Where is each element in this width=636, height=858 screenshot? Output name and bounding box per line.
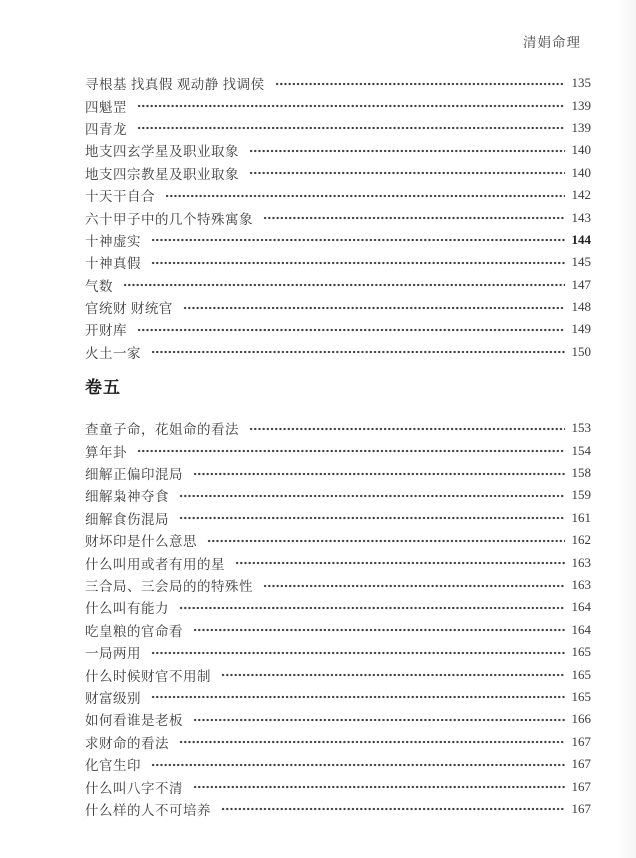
toc-entry-title: 十神虚实: [85, 233, 141, 249]
toc-entry-title: 一局两用: [85, 646, 141, 662]
toc-leader-dots: [183, 305, 565, 311]
toc-entry: [85, 798, 591, 820]
toc-entry: [85, 72, 591, 94]
toc-entry: [85, 619, 591, 641]
toc-leader-dots: [263, 215, 565, 221]
toc-leader-dots: [137, 327, 565, 333]
toc-leader-dots: [263, 583, 565, 589]
toc-entry-title: 什么样的人不可培养: [85, 802, 211, 818]
toc-leader-dots: [165, 193, 565, 199]
toc-entry-page: 139: [571, 119, 591, 135]
toc-entry: [85, 139, 591, 161]
toc-entry-page: 150: [571, 343, 591, 359]
page-edge-shadow: [616, 0, 636, 858]
toc-entry-page: 154: [571, 442, 591, 458]
toc-entry-page: 140: [571, 142, 591, 158]
toc-entry-page: 148: [571, 299, 591, 315]
toc-leader-dots: [151, 349, 565, 355]
section-heading: 卷五: [85, 378, 121, 398]
toc-leader-dots: [221, 806, 565, 812]
toc-leader-dots: [151, 650, 565, 656]
toc-entry: [85, 753, 591, 775]
toc-entry-title: 寻根基 找真假 观动静 找调侯: [85, 77, 265, 93]
toc-leader-dots: [193, 717, 565, 723]
toc-entry-page: 135: [571, 75, 591, 91]
toc-entry-page: 163: [571, 577, 591, 592]
toc-leader-dots: [179, 739, 565, 745]
toc-entry-page: 166: [571, 711, 591, 727]
toc-entry-page: 164: [571, 621, 591, 637]
toc-entry: [85, 117, 591, 139]
toc-entry-page: 147: [571, 276, 591, 292]
toc-entry: [85, 318, 591, 340]
toc-leader-dots: [179, 493, 565, 499]
toc-entry-title: 吃皇粮的官命看: [85, 623, 183, 639]
toc-entry-page: 144: [571, 231, 591, 247]
toc-entry: [85, 229, 591, 251]
toc-entry-page: 165: [571, 688, 591, 704]
toc-leader-dots: [137, 448, 565, 454]
toc-entry-title: 六十甲子中的几个特殊寓象: [85, 211, 253, 227]
toc-entry-page: 167: [571, 778, 591, 794]
toc-entry-title: 财富级别: [85, 690, 141, 706]
toc-entry-title: 四魁罡: [85, 99, 127, 115]
toc-list-part2: [85, 417, 591, 820]
toc-entry: [85, 417, 591, 439]
toc-entry-page: 164: [571, 599, 591, 615]
toc-entry-title: 化官生印: [85, 758, 141, 774]
toc-leader-dots: [151, 237, 565, 243]
toc-entry-title: 什么时候财官不用制: [85, 668, 211, 684]
toc-entry: [85, 184, 591, 206]
toc-entry-page: 167: [571, 756, 591, 772]
toc-leader-dots: [179, 605, 565, 611]
toc-entry-title: 四青龙: [85, 121, 127, 137]
toc-leader-dots: [207, 538, 565, 544]
toc-entry-page: 149: [571, 321, 591, 337]
toc-entry: [85, 686, 591, 708]
toc-leader-dots: [221, 672, 565, 678]
toc-leader-dots: [249, 148, 565, 154]
running-header-title: 清娟命理: [523, 35, 581, 50]
toc-entry: [85, 731, 591, 753]
toc-entry-page: 163: [571, 554, 591, 570]
toc-entry-page: 161: [571, 509, 591, 525]
toc-entry-title: 查童子命，花姐命的看法: [85, 422, 239, 438]
toc-entry-title: 火土一家: [85, 345, 141, 361]
toc-entry: [85, 251, 591, 273]
toc-entry: [85, 462, 591, 484]
toc-leader-dots: [151, 762, 565, 768]
toc-entry: [85, 296, 591, 318]
toc-leader-dots: [179, 515, 565, 521]
toc-entry-page: 145: [571, 254, 591, 270]
toc-entry-page: 140: [571, 164, 591, 180]
toc-entry: [85, 206, 591, 228]
toc-entry-title: 开财库: [85, 323, 127, 339]
toc-entry: [85, 162, 591, 184]
toc-entry: [85, 596, 591, 618]
toc-leader-dots: [235, 560, 565, 566]
toc-entry-page: 143: [571, 209, 591, 225]
toc-leader-dots: [137, 125, 565, 131]
toc-entry-title: 求财命的看法: [85, 735, 169, 751]
toc-leader-dots: [193, 784, 565, 790]
toc-content: [85, 72, 591, 820]
toc-entry-page: 167: [571, 800, 591, 816]
toc-entry-title: 细解食伤混局: [85, 511, 169, 527]
toc-entry: [85, 439, 591, 461]
toc-entry-title: 什么叫用或者有用的星: [85, 556, 225, 572]
toc-leader-dots: [137, 103, 565, 109]
toc-entry-title: 什么叫有能力: [85, 601, 169, 617]
toc-leader-dots: [249, 170, 565, 176]
toc-entry: [85, 484, 591, 506]
toc-leader-dots: [193, 471, 565, 477]
toc-leader-dots: [151, 694, 565, 700]
toc-entry-title: 地支四玄学星及职业取象: [85, 144, 239, 160]
toc-entry-page: 167: [571, 733, 591, 749]
toc-leader-dots: [151, 260, 565, 266]
toc-entry-page: 153: [571, 420, 591, 436]
toc-entry: [85, 529, 591, 551]
toc-entry-title: 三合局、三会局的的特殊性: [85, 579, 253, 594]
toc-entry-page: 162: [571, 532, 591, 548]
toc-leader-dots: [275, 81, 565, 87]
toc-leader-dots: [249, 426, 565, 432]
toc-entry-title: 细解正偏印混局: [85, 467, 183, 483]
toc-entry: [85, 507, 591, 529]
toc-entry-title: 细解枭神夺食: [85, 489, 169, 505]
toc-entry-page: 165: [571, 666, 591, 682]
toc-entry: [85, 551, 591, 573]
toc-entry: [85, 341, 591, 363]
toc-entry: [85, 274, 591, 296]
toc-entry: [85, 641, 591, 663]
toc-entry-title: 财坏印是什么意思: [85, 534, 197, 550]
toc-entry-page: 158: [571, 465, 591, 481]
toc-entry-title: 十神真假: [85, 256, 141, 272]
toc-entry-page: 142: [571, 187, 591, 203]
toc-list-part1: [85, 72, 591, 363]
toc-entry-title: 算年卦: [85, 444, 127, 460]
toc-leader-dots: [193, 627, 565, 633]
toc-leader-dots: [123, 282, 565, 288]
toc-entry-title: 气数: [85, 278, 113, 294]
toc-entry: [85, 775, 591, 797]
toc-entry: [85, 574, 591, 596]
toc-entry-page: 139: [571, 97, 591, 113]
toc-entry-title: 官统财 财统官: [85, 301, 173, 317]
toc-entry-title: 十天干自合: [85, 189, 155, 205]
toc-entry-title: 地支四宗教星及职业取象: [85, 166, 239, 182]
toc-entry-page: 159: [571, 487, 591, 503]
toc-entry: [85, 94, 591, 116]
toc-entry-page: 165: [571, 644, 591, 660]
toc-entry: [85, 663, 591, 685]
toc-entry-title: 什么叫八字不清: [85, 780, 183, 796]
toc-entry-title: 如何看谁是老板: [85, 713, 183, 729]
toc-entry: [85, 708, 591, 730]
